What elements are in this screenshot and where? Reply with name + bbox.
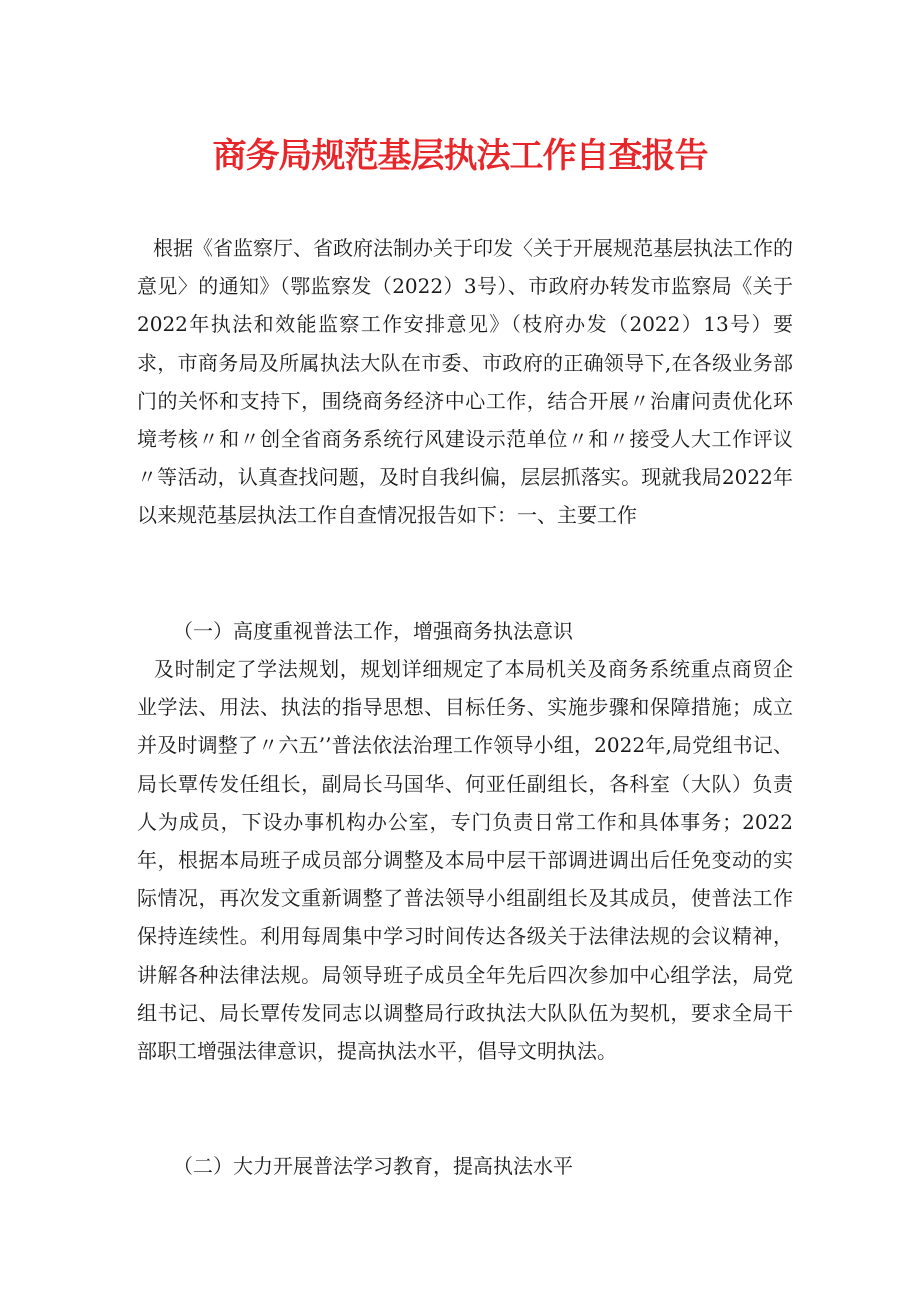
section-heading-1 (137, 612, 793, 650)
section-heading-2-text: （二）大力开展普法学习教育，提高执法水平 (173, 1154, 573, 1178)
document-title: 商务局规范基层执法工作自查报告 (212, 136, 708, 176)
paragraph-section-1-text: 及时制定了学法规划，规划详细规定了本局机关及商务系统重点商贸企业学法、用法、执法的指导思想、目标任务、实施步骤和保障措施；成立并及时调整了〃六五’’普法依法治理工作领导小组，2022年,局党组书记、局长覃传发任组长，副局长马国华、何亚任副组长，各科室（大队）负责人为成员，下设办事机构办公室，专门负责日常工作和具体事务；2022年，根据本局班子成员部分调整及本局中层干部调进调出后任免变动的实际情况，再次发文重新调整了普法领导小组副组长及其成员，使普法工作保持连续性。利用每周集中学习时间传达各级关于法律法规的会议精神，讲解各种法律法规。局领导班子成员全年先后四次参加中心组学法，局党组书记、局长覃传发同志以调整局行政执法大队队伍为契机，要求全局干部职工增强法律意识，提高执法水平，倡导文明执法。 (137, 657, 793, 1064)
section-heading-2 (137, 1147, 793, 1185)
section-heading-1-text: （一）高度重视普法工作，增强商务执法意识 (173, 619, 573, 643)
paragraph-intro (137, 229, 793, 535)
paragraph-section-1 (137, 650, 793, 1070)
paragraph-intro-text: 根据《省监察厅、省政府法制办关于印发〈关于开展规范基层执法工作的意见〉的通知》（鄂监察发（2022）3号）、市政府办转发市监察局《关于2022年执法和效能监察工作安排意见》（枝府办发（2022）13号）要求，市商务局及所属执法大队在市委、市政府的正确领导下,在各级业务部门的关怀和支持下，围绕商务经济中心工作，结合开展〃治庸问责优化环境考核〃和〃创全省商务系统行风建设示范单位〃和〃接受人大工作评议〃等活动，认真查找问题，及时自我纠偏，层层抓落实。现就我局2022年以来规范基层执法工作自查情况报告如下：一、主要工作 (137, 236, 793, 528)
